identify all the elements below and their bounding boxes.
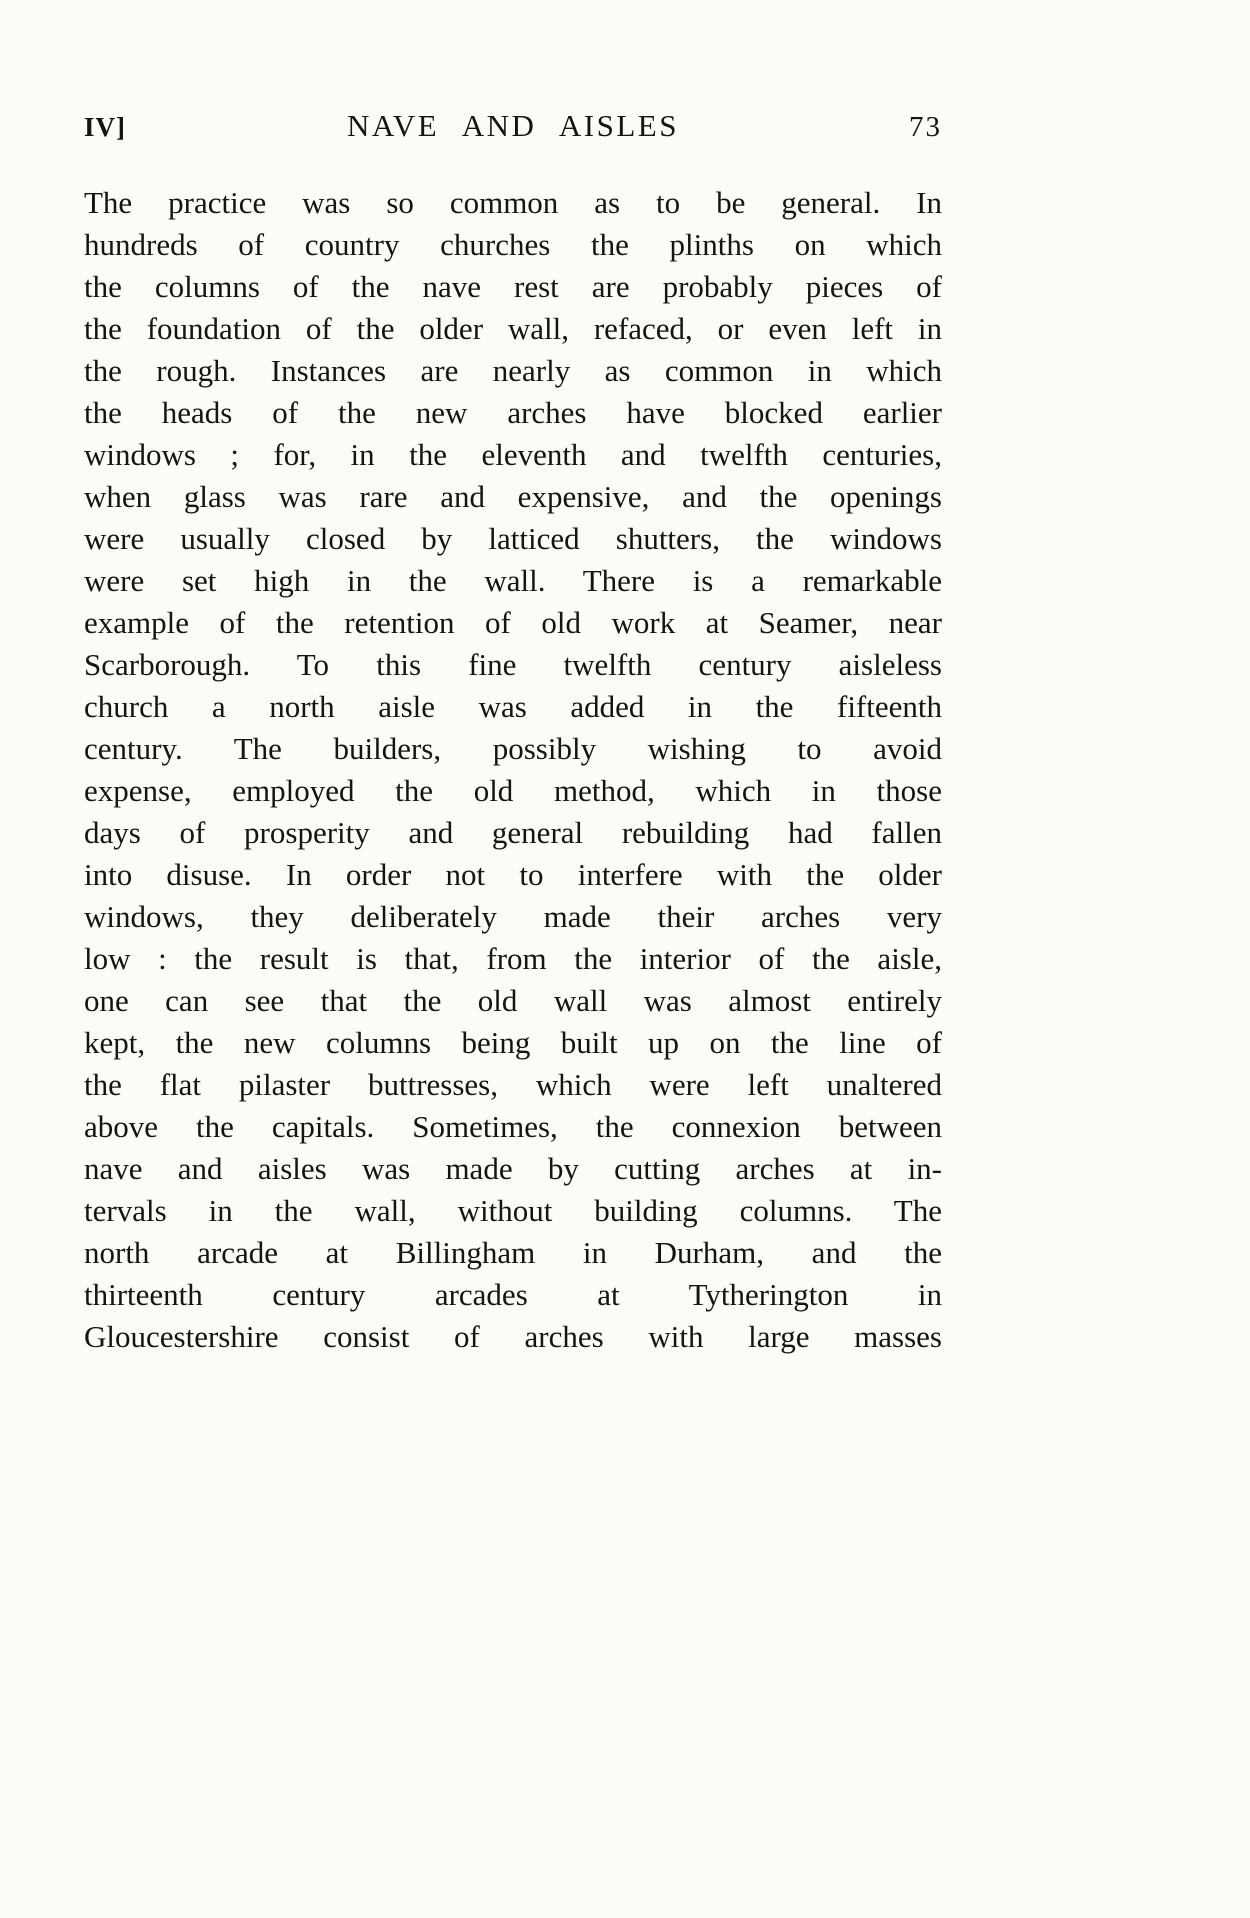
text-line: when glass was rare and expensive, and the openings [84,479,942,514]
text-line: nave and aisles was made by cutting arches at in- [84,1151,942,1186]
text-line: hundreds of country churches the plinths on which [84,227,942,262]
text-line: the heads of the new arches have blocked earlier [84,395,942,430]
text-line: the columns of the nave rest are probably pieces of [84,269,942,304]
text-column [84,108,942,1358]
text-line: windows ; for, in the eleventh and twelfth centuries, [84,437,942,472]
paragraph [84,182,942,1358]
text-line: the flat pilaster buttresses, which were left unaltered [84,1067,942,1102]
text-line: one can see that the old wall was almost entirely [84,983,942,1018]
text-line: north arcade at Billingham in Durham, and the [84,1235,942,1270]
text-line: were usually closed by latticed shutters, the windows [84,521,942,556]
page-number: 73 [909,111,942,143]
text-line: low : the result is that, from the interior of the aisle, [84,941,942,976]
text-line: kept, the new columns being built up on the line of [84,1025,942,1060]
text-line: century. The builders, possibly wishing to avoid [84,731,942,766]
text-line: windows, they deliberately made their arches very [84,899,942,934]
running-title: NAVE AND AISLES [347,108,679,143]
text-line: the rough. Instances are nearly as common in which [84,353,942,388]
text-line: expense, employed the old method, which in those [84,773,942,808]
page-header [84,108,942,144]
text-line: thirteenth century arcades at Tytherington in [84,1277,942,1312]
text-line: into disuse. In order not to interfere with the older [84,857,942,892]
text-line: The practice was so common as to be general. In [84,185,942,220]
text-line: above the capitals. Sometimes, the connexion between [84,1109,942,1144]
text-line: example of the retention of old work at Seamer, near [84,605,942,640]
text-line: were set high in the wall. There is a remarkable [84,563,942,598]
text-line: days of prosperity and general rebuilding had fallen [84,815,942,850]
chapter-marker: IV] [84,112,126,142]
text-line: Scarborough. To this fine twelfth century aisleless [84,647,942,682]
text-line: the foundation of the older wall, refaced, or even left in [84,311,942,346]
text-line: church a north aisle was added in the fifteenth [84,689,942,724]
text-line: Gloucestershire consist of arches with large masses [84,1319,942,1354]
text-line: tervals in the wall, without building columns. The [84,1193,942,1228]
